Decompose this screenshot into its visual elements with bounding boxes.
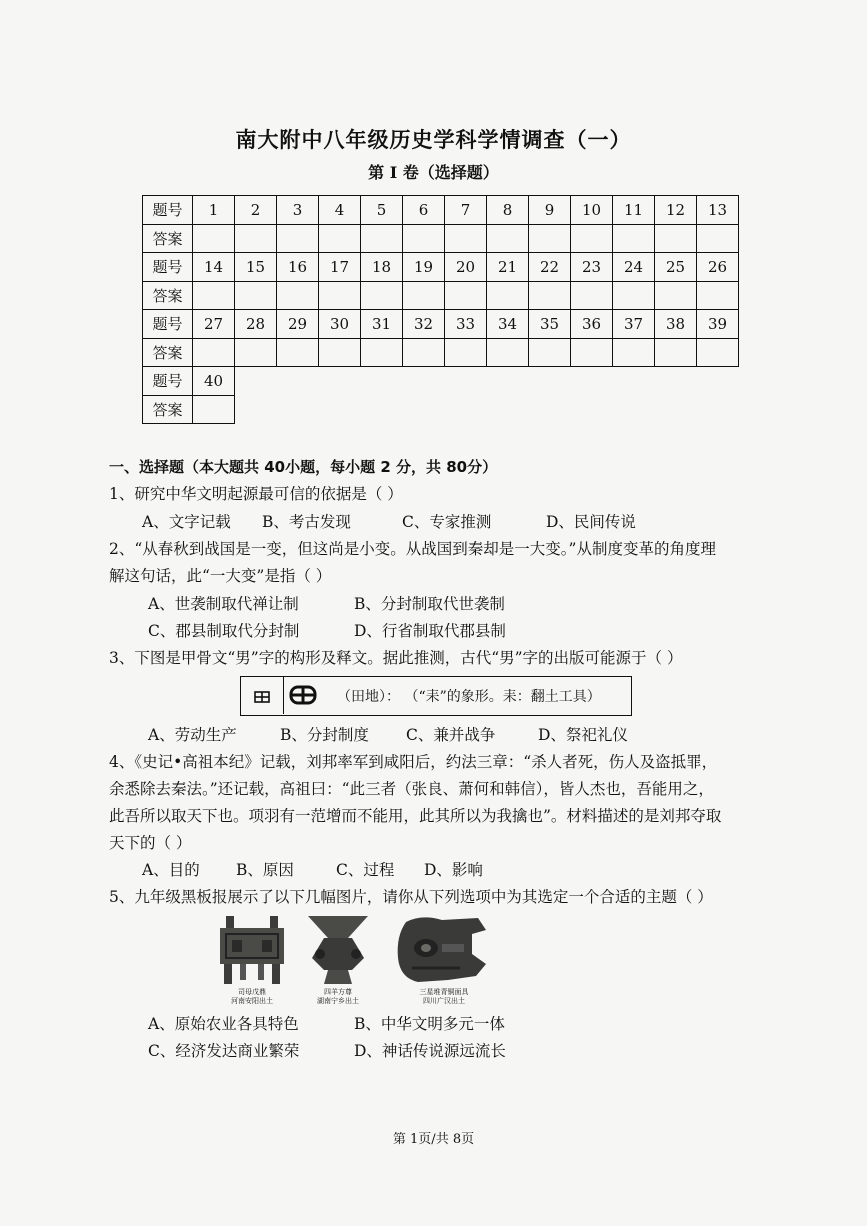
answer-cell[interactable] [235,224,277,253]
ding-vessel-image [216,916,288,986]
blank-cell [529,367,571,396]
question-number-cell: 38 [655,310,697,339]
oracle-glyph-box [240,676,632,716]
zun-caption-name: 四羊方尊 [324,988,352,996]
answer-cell[interactable] [487,224,529,253]
question-number-row [143,253,739,282]
question-number-cell: 37 [613,310,655,339]
q1-option-d: D、民间传说 [546,513,636,531]
answer-cell[interactable] [445,338,487,367]
answer-cell[interactable] [277,338,319,367]
answer-cell[interactable] [361,338,403,367]
answer-cell[interactable] [403,281,445,310]
question-number-cell: 16 [277,253,319,282]
question-number-cell: 30 [319,310,361,339]
section-heading: 一、选择题（本大题共 40小题，每小题 2 分，共 80分） [109,458,498,476]
question-number-cell: 7 [445,196,487,225]
answer-cell[interactable] [613,224,655,253]
question-number-cell: 19 [403,253,445,282]
mask-caption-name: 三星堆青铜面具 [419,988,469,996]
answer-row-label: 答案 [143,224,193,253]
bronze-mask-image [392,914,488,986]
question-number-cell: 28 [235,310,277,339]
q2-stem-line1: 2、“从春秋到战国是一变，但这尚是小变。从战国到秦却是一大变。”从制度变革的角度理 [109,540,716,558]
q3-option-c: C、兼并战争 [406,726,496,744]
answer-cell[interactable] [319,281,361,310]
answer-cell[interactable] [193,338,235,367]
q3-option-d: D、祭祀礼仪 [538,726,628,744]
answer-table [142,195,739,424]
blank-cell [613,395,655,424]
blank-cell [277,395,319,424]
question-number-cell: 36 [571,310,613,339]
ding-caption-name: 司母戊鼎 [238,988,266,996]
answer-cell[interactable] [655,281,697,310]
blank-cell [697,395,739,424]
oracle-glyph-description: （田地）： （“耒”的象形。耒：翻土工具） [337,689,601,705]
answer-cell[interactable] [319,338,361,367]
question-number-cell: 3 [277,196,319,225]
blank-cell [445,367,487,396]
page-subtitle: 第 I 卷（选择题） [368,163,499,182]
q4-option-b: B、原因 [236,861,294,879]
blank-cell [655,367,697,396]
answer-cell[interactable] [529,224,571,253]
blank-cell [487,395,529,424]
answer-cell[interactable] [277,224,319,253]
blank-cell [319,395,361,424]
answer-row [143,395,739,424]
question-number-cell: 17 [319,253,361,282]
answer-cell[interactable] [445,224,487,253]
question-number-cell: 24 [613,253,655,282]
answer-cell[interactable] [193,395,235,424]
answer-cell[interactable] [571,281,613,310]
q4-line3: 此吾所以取天下也。项羽有一范增而不能用，此其所以为我擒也”。材料描述的是刘邦夺取 [109,807,722,825]
answer-cell[interactable] [697,281,739,310]
question-row-label: 题号 [143,310,193,339]
answer-cell[interactable] [487,281,529,310]
question-number-cell: 6 [403,196,445,225]
answer-cell[interactable] [193,224,235,253]
question-row-label: 题号 [143,367,193,396]
answer-cell[interactable] [361,281,403,310]
question-row-label: 题号 [143,253,193,282]
ding-caption [212,988,292,1006]
oracle-tian-glyph [289,685,317,705]
question-number-cell: 2 [235,196,277,225]
question-number-cell: 22 [529,253,571,282]
question-number-cell: 15 [235,253,277,282]
answer-row-label: 答案 [143,395,193,424]
page-title: 南大附中八年级历史学科学情调查（一） [235,127,632,152]
question-number-row [143,196,739,225]
q5-option-b: B、中华文明多元一体 [354,1015,505,1033]
blank-cell [361,367,403,396]
question-number-cell: 11 [613,196,655,225]
question-number-cell: 18 [361,253,403,282]
question-number-cell: 35 [529,310,571,339]
zun-caption-place: 湖南宁乡出土 [317,997,359,1005]
question-number-cell: 21 [487,253,529,282]
question-number-cell: 20 [445,253,487,282]
q4-option-d: D、影响 [424,861,483,879]
question-number-cell: 29 [277,310,319,339]
blank-cell [361,395,403,424]
question-number-cell: 14 [193,253,235,282]
q3-stem: 3、下图是甲骨文“男”字的构形及释文。据此推测，古代“男”字的出版可能源于（ ） [109,649,683,667]
q2-option-b: B、分封制取代世袭制 [354,595,505,613]
blank-cell [487,367,529,396]
question-number-cell: 5 [361,196,403,225]
answer-row [143,338,739,367]
answer-cell[interactable] [361,224,403,253]
answer-cell[interactable] [529,338,571,367]
question-number-cell: 31 [361,310,403,339]
q5-option-c: C、经济发达商业繁荣 [148,1042,300,1060]
answer-cell[interactable] [319,224,361,253]
question-number-cell: 8 [487,196,529,225]
answer-row [143,281,739,310]
question-number-cell: 26 [697,253,739,282]
answer-cell[interactable] [697,224,739,253]
answer-row-label: 答案 [143,281,193,310]
blank-cell [571,367,613,396]
page-footer: 第 1页/共 8页 [392,1132,475,1147]
q4-option-a: A、目的 [142,861,200,879]
answer-cell[interactable] [235,338,277,367]
q5-option-d: D、神话传说源远流长 [354,1042,506,1060]
answer-cell[interactable] [487,338,529,367]
answer-cell[interactable] [613,281,655,310]
blank-cell [319,367,361,396]
answer-cell[interactable] [403,338,445,367]
q2-option-c: C、郡县制取代分封制 [148,622,300,640]
blank-cell [697,367,739,396]
mask-caption-place: 四川广汉出土 [423,997,465,1005]
blank-cell [235,395,277,424]
blank-cell [445,395,487,424]
answer-cell[interactable] [571,338,613,367]
question-number-cell: 10 [571,196,613,225]
q3-option-b: B、分封制度 [280,726,369,744]
zun-vessel-image [306,914,370,986]
q4-line4: 天下的（ ） [109,834,192,852]
mask-caption [396,988,492,1006]
blank-cell [235,367,277,396]
q5-stem: 5、九年级黑板报展示了以下几幅图片，请你从下列选项中为其选定一个合适的主题（ ） [109,888,713,906]
q4-line2: 余悉除去秦法。”还记载，高祖曰：“此三者（张良、萧何和韩信），皆人杰也，吾能用之， [109,780,714,798]
q1-stem: 1、研究中华文明起源最可信的依据是（ ） [109,485,403,503]
answer-cell[interactable] [235,281,277,310]
question-number-cell: 9 [529,196,571,225]
q5-option-a: A、原始农业各具特色 [148,1015,299,1033]
answer-cell[interactable] [193,281,235,310]
q2-option-a: A、世袭制取代禅让制 [148,595,299,613]
q4-option-c: C、过程 [336,861,395,879]
question-number-cell: 23 [571,253,613,282]
answer-cell[interactable] [613,338,655,367]
oracle-nan-glyph-cell [241,677,284,714]
answer-cell[interactable] [529,281,571,310]
answer-cell[interactable] [655,224,697,253]
answer-cell[interactable] [571,224,613,253]
blank-cell [655,395,697,424]
question-number-row [143,310,739,339]
question-number-cell: 13 [697,196,739,225]
q2-stem-line2: 解这句话，此“一大变”是指（ ） [109,567,332,585]
question-number-cell: 27 [193,310,235,339]
q1-option-a: A、文字记载 [142,513,231,531]
q2-option-d: D、行省制取代郡县制 [354,622,506,640]
oracle-tian-glyph [254,691,270,703]
question-number-cell: 40 [193,367,235,396]
question-number-cell: 4 [319,196,361,225]
question-number-cell: 32 [403,310,445,339]
blank-cell [277,367,319,396]
blank-cell [571,395,613,424]
blank-cell [529,395,571,424]
q1-option-c: C、专家推测 [402,513,492,531]
q3-option-a: A、劳动生产 [148,726,237,744]
question-number-cell: 34 [487,310,529,339]
question-number-cell: 1 [193,196,235,225]
question-row-label: 题号 [143,196,193,225]
answer-row [143,224,739,253]
answer-cell[interactable] [445,281,487,310]
q1-option-b: B、考古发现 [262,513,351,531]
question-number-row [143,367,739,396]
answer-cell[interactable] [277,281,319,310]
question-number-cell: 12 [655,196,697,225]
question-number-cell: 39 [697,310,739,339]
ding-caption-place: 河南安阳出土 [231,997,273,1005]
question-number-cell: 25 [655,253,697,282]
blank-cell [403,395,445,424]
answer-cell[interactable] [403,224,445,253]
answer-cell[interactable] [697,338,739,367]
answer-cell[interactable] [655,338,697,367]
blank-cell [403,367,445,396]
question-number-cell: 33 [445,310,487,339]
blank-cell [613,367,655,396]
q4-line1: 4、《史记•高祖本纪》记载，刘邦率军到咸阳后，约法三章：“杀人者死，伤人及盗抵罪， [109,753,718,771]
answer-row-label: 答案 [143,338,193,367]
zun-caption [298,988,378,1006]
